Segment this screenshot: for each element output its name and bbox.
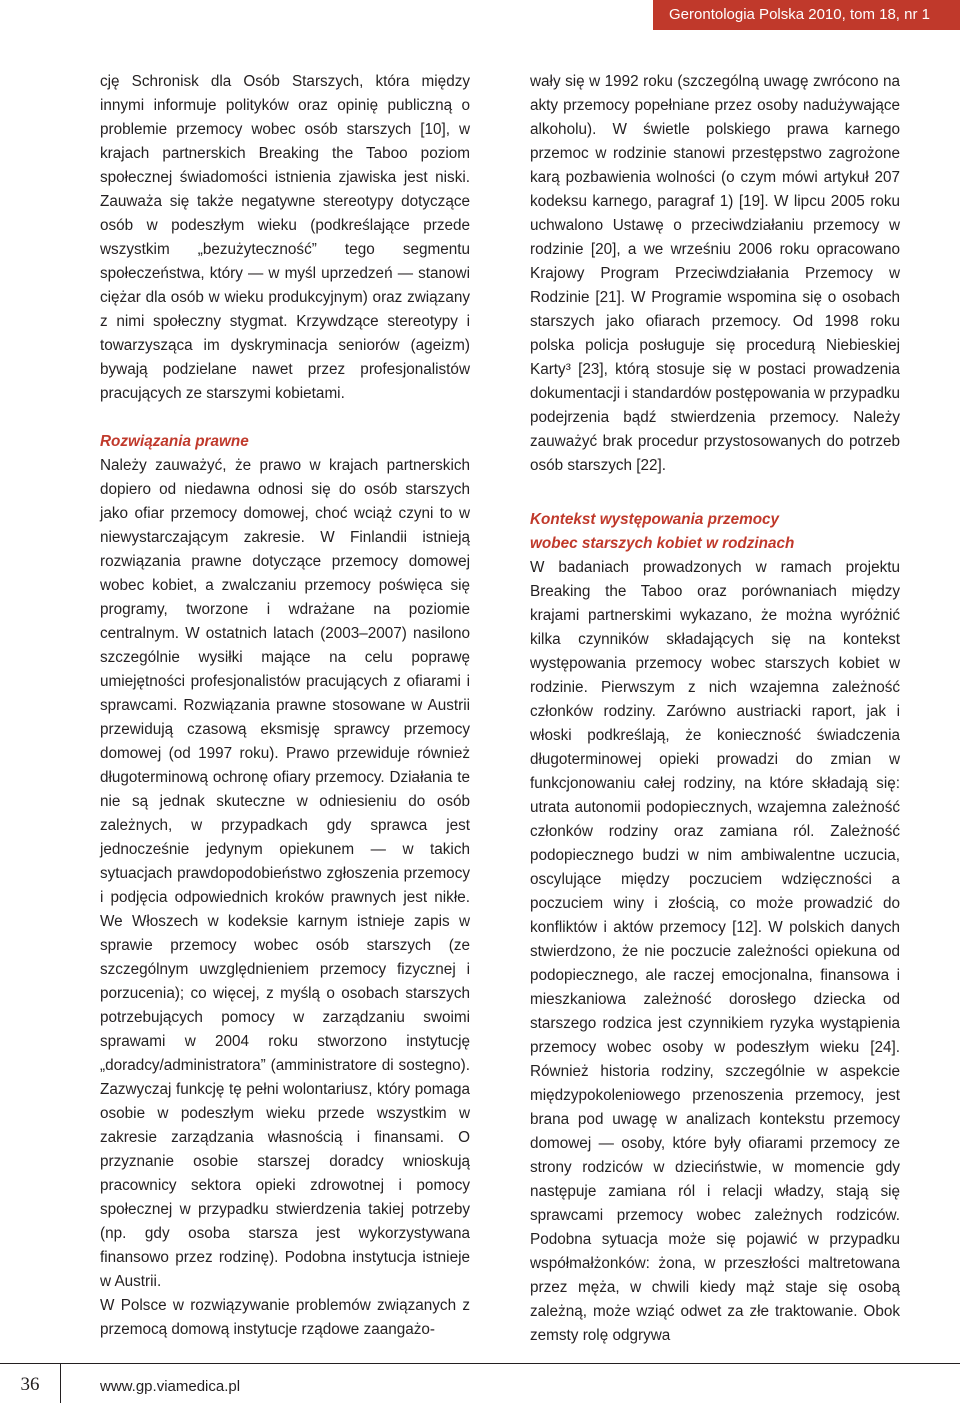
- journal-url[interactable]: www.gp.viamedica.pl: [100, 1378, 241, 1395]
- section-heading-line: wobec starszych kobiet w rodzinach: [530, 535, 795, 552]
- section-heading-line: Kontekst występowania przemocy: [530, 511, 780, 528]
- body-paragraph: Należy zauważyć, że prawo w krajach partnerskich dopiero od niedawna odnosi się do osób starszych jako ofiar przemocy domowej, choć wciąż czyni to w niewystarczającym zakresie. W Finlandii istnieją rozwiązania prawne dotyczące przemocy domowej wobec kobiet, a zwalczaniu przemocy poświęca się programy, tworzone i wdrażane na poziomie centralnym. W ostatnich latach (2003–2007) nasilono szczególnie wysiłki mające na celu poprawę umiejętności profesjonalistów pracujących z ofiarami i sprawcami. Rozwiązania prawne stosowane w Austrii przewidują czasową eksmisję sprawcy przemocy domowej (od 1997 roku). Prawo przewiduje również długoterminową ochronę ofiary przemocy. Działania te nie są jednak skuteczne w odniesieniu do osób zależnych, w przypadkach gdy sprawca jest jednocześnie jedynym opiekunem — w takich sytuacjach prawdopodobieństwo zgłoszenia przemocy i podjęcia odpowiednich kroków prawnych jest nikłe. We Włoszech w kodeksie karnym istnieje zapis w sprawie przemocy wobec osób starszych (ze szczególnym uwzględnieniem przemocy fizycznej i porzucenia); co więcej, z myślą o osobach starszych potrzebujących pomocy w zarządzaniu swoimi sprawami w 2004 roku stworzono instytucję „doradcy/administratora” (amministratore di sostegno). Zazwyczaj funkcję tę pełni wolontariusz, który pomaga osobie w podeszłym wieku przede wszystkim w zakresie zarządzania własnością i finansami. O przyznanie osobie starszej doradcy wnioskują pracownicy sektora opieki zdrowotnej i pomocy społecznej w przypadku stwierdzenia takiej potrzeby (np. gdy osoba starsza jest wykorzystywana finansowo przez rodzinę). Podobna instytucja istnieje w Austrii.: [100, 457, 470, 1290]
- body-paragraph: W Polsce w rozwiązywanie problemów związanych z przemocą domową instytucje rządowe zaangażo-: [100, 1297, 470, 1338]
- body-paragraph: W badaniach prowadzonych w ramach projektu Breaking the Taboo oraz porównaniach między krajami partnerskimi wykazano, że można wyróżnić kilka czynników składających się na kontekst występowania przemocy wobec starszych kobiet w rodzinie. Pierwszym z nich wzajemna zależność członków rodziny. Zarówno austriacki raport, jak i włoski podkreślają, że konieczność świadczenia długoterminowej opieki prowadzi do zmian w funkcjonowaniu całej rodziny, na które składają się: utrata autonomii podopiecznych, wzajemna zależność członków rodziny oraz zamiana ról. Zależność podopiecznego budzi w nim ambiwalentne uczucia, oscylujące między poczuciem wdzięczności a poczuciem winy i złością, co może prowadzić do konfliktów i aktów przemocy [12]. W polskich danych stwierdzono, że nie poczucie zależności opiekuna od podopiecznego, ale raczej emocjonalna, finansowa i mieszkaniowa zależność dorosłego dziecka od starszego rodzica jest czynnikiem ryzyka wystąpienia przemocy wobec osoby w podeszłym wieku [24]. Również historia rodziny, szczególnie w aspekcie międzypokoleniowego przenoszenia przemocy, jest brana pod uwagę w analizach kontekstu przemocy domowej — osoby, które były ofiarami przemocy ze strony rodziców w dzieciństwie, w momencie gdy następuje zamiana ról i relacji władzy, stają się sprawcami przemocy wobec zależnych rodziców. Podobna sytuacja może się pojawić w przypadku współmałżonków: żona, w przeszłości maltretowana przez męża, w chwili kiedy mąż staje się osobą zależną, może wziąć odwet za złe traktowanie. Obok zemsty rolę odgrywa: [530, 559, 900, 1344]
- body-paragraph: wały się w 1992 roku (szczególną uwagę zwrócono na akty przemocy popełniane przez osoby nadużywające alkoholu). W świetle polskiego prawa karnego przemoc w rodzinie stanowi przestępstwo zagrożone karą pozbawienia wolności (o czym mówi artykuł 207 kodeksu karnego, paragraf 1) [19]. W lipcu 2005 roku uchwalono Ustawę o przeciwdziałaniu przemocy w rodzinie [20], a we wrześniu 2006 roku opracowano Krajowy Program Przeciwdziałania Przemocy w Rodzinie [21]. W Programie wspomina się o osobach starszych jako ofiarach przemocy. Od 1998 roku polska policja posługuje się procedurą Niebieskiej Karty³ [23], którą stosuje się w postaci prowadzenia dokumentacji i standardów postępowania w przypadku podejrzenia bądź stwierdzenia przemocy. Należy zauważyć brak procedur przystosowanych do potrzeb osób starszych [22].: [530, 73, 900, 474]
- footer-rule: [0, 1363, 960, 1364]
- right-column: [530, 70, 900, 1348]
- section-heading-legal: Rozwiązania prawne: [100, 433, 249, 450]
- journal-header: Gerontologia Polska 2010, tom 18, nr 1: [653, 0, 960, 30]
- page-number: 36: [20, 1374, 40, 1395]
- section-heading-context: [530, 508, 900, 556]
- footer-divider: [60, 1363, 61, 1403]
- body-paragraph: cję Schronisk dla Osób Starszych, która między innymi informuje polityków oraz opinię publiczną o problemie przemocy wobec osób starszych [10], w krajach partnerskich Breaking the Taboo poziom społecznej świadomości istnienia zjawiska jest niski. Zauważa się także negatywne stereotypy dotyczące osób w podeszłym wieku (podkreślające przede wszystkim „bezużyteczność” tego segmentu społeczeństwa, który — w myśl uprzedzeń — stanowi ciężar dla osób w wieku produkcyjnym) oraz związany z nimi społeczny stygmat. Krzywdzące stereotypy i towarzysząca im dyskryminacja seniorów (ageizm) bywają podzielane nawet przez profesjonalistów pracujących ze starszymi kobietami.: [100, 73, 470, 402]
- left-column: [100, 70, 470, 1342]
